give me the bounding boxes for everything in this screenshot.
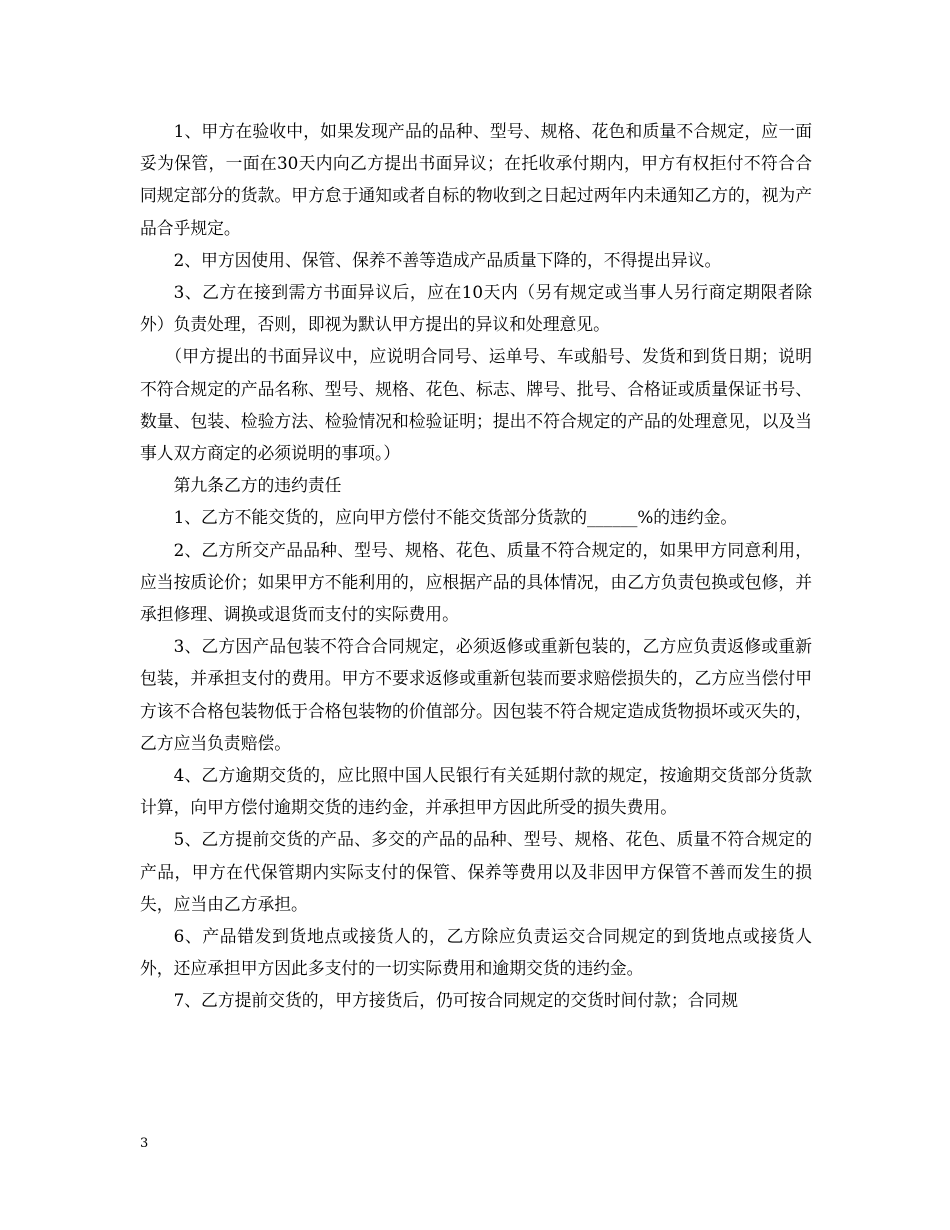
- paragraph-breach-3: 3、乙方因产品包装不符合合同规定，必须返修或重新包装的，乙方应负责返修或重新包装，并承担支付的费用。甲方不要求返修或重新包装而要求赔偿损失的，乙方应当偿付甲方该不合格包装物低于合格包装物的价值部分。因包装不符合规定造成货物损坏或灭失的，乙方应当负责赔偿。: [140, 636, 812, 753]
- section-heading-article-9: 第九条乙方的违约责任: [173, 475, 342, 496]
- paragraph-breach-1: 1、乙方不能交货的，应向甲方偿付不能交货部分货款的______%的违约金。: [173, 507, 738, 528]
- paragraph-clause-2: 2、甲方因使用、保管、保养不善等造成产品质量下降的，不得提出异议。: [173, 249, 722, 270]
- paragraph-breach-2: 2、乙方所交产品品种、型号、规格、花色、质量不符合规定的，如果甲方同意利用，应当按质论价；如果甲方不能利用的，应根据产品的具体情况，由乙方负责包换或包修，并承担修理、调换或退货而支付的实际费用。: [140, 539, 812, 625]
- paragraph-clause-1: 1、甲方在验收中，如果发现产品的品种、型号、规格、花色和质量不合规定，应一面妥为保管，一面在30天内向乙方提出书面异议；在托收承付期内，甲方有权拒付不符合合同规定部分的货款。甲方怠于通知或者自标的物收到之日起过两年内未通知乙方的，视为产品合乎规定。: [140, 121, 812, 238]
- page-number: 3: [140, 1136, 149, 1151]
- paragraph-breach-5: 5、乙方提前交货的产品、多交的产品的品种、型号、规格、花色、质量不符合规定的产品，甲方在代保管期内实际支付的保管、保养等费用以及非因甲方保管不善而发生的损失，应当由乙方承担。: [140, 829, 812, 914]
- paragraph-clause-3: 3、乙方在接到需方书面异议后，应在10天内（另有规定或当事人另行商定期限者除外）负责处理，否则，即视为默认甲方提出的异议和处理意见。: [140, 282, 812, 335]
- paragraph-objection-note: （甲方提出的书面异议中，应说明合同号、运单号、车或船号、发货和到货日期；说明不符合规定的产品名称、型号、规格、花色、标志、牌号、批号、合格证或质量保证书号、数量、包装、检验方法、检验情况和检验证明；提出不符合规定的产品的处理意见，以及当事人双方商定的必须说明的事项。）: [140, 346, 812, 464]
- paragraph-breach-4: 4、乙方逾期交货的，应比照中国人民银行有关延期付款的规定，按逾期交货部分货款计算，向甲方偿付逾期交货的违约金，并承担甲方因此所受的损失费用。: [140, 765, 812, 818]
- document-body: [140, 115, 812, 1017]
- paragraph-breach-6: 6、产品错发到货地点或接货人的，乙方除应负责运交合同规定的到货地点或接货人外，还应承担甲方因此多支付的一切实际费用和逾期交货的违约金。: [140, 926, 812, 979]
- paragraph-breach-7: 7、乙方提前交货的，甲方接货后，仍可按合同规定的交货时间付款；合同规: [173, 990, 739, 1011]
